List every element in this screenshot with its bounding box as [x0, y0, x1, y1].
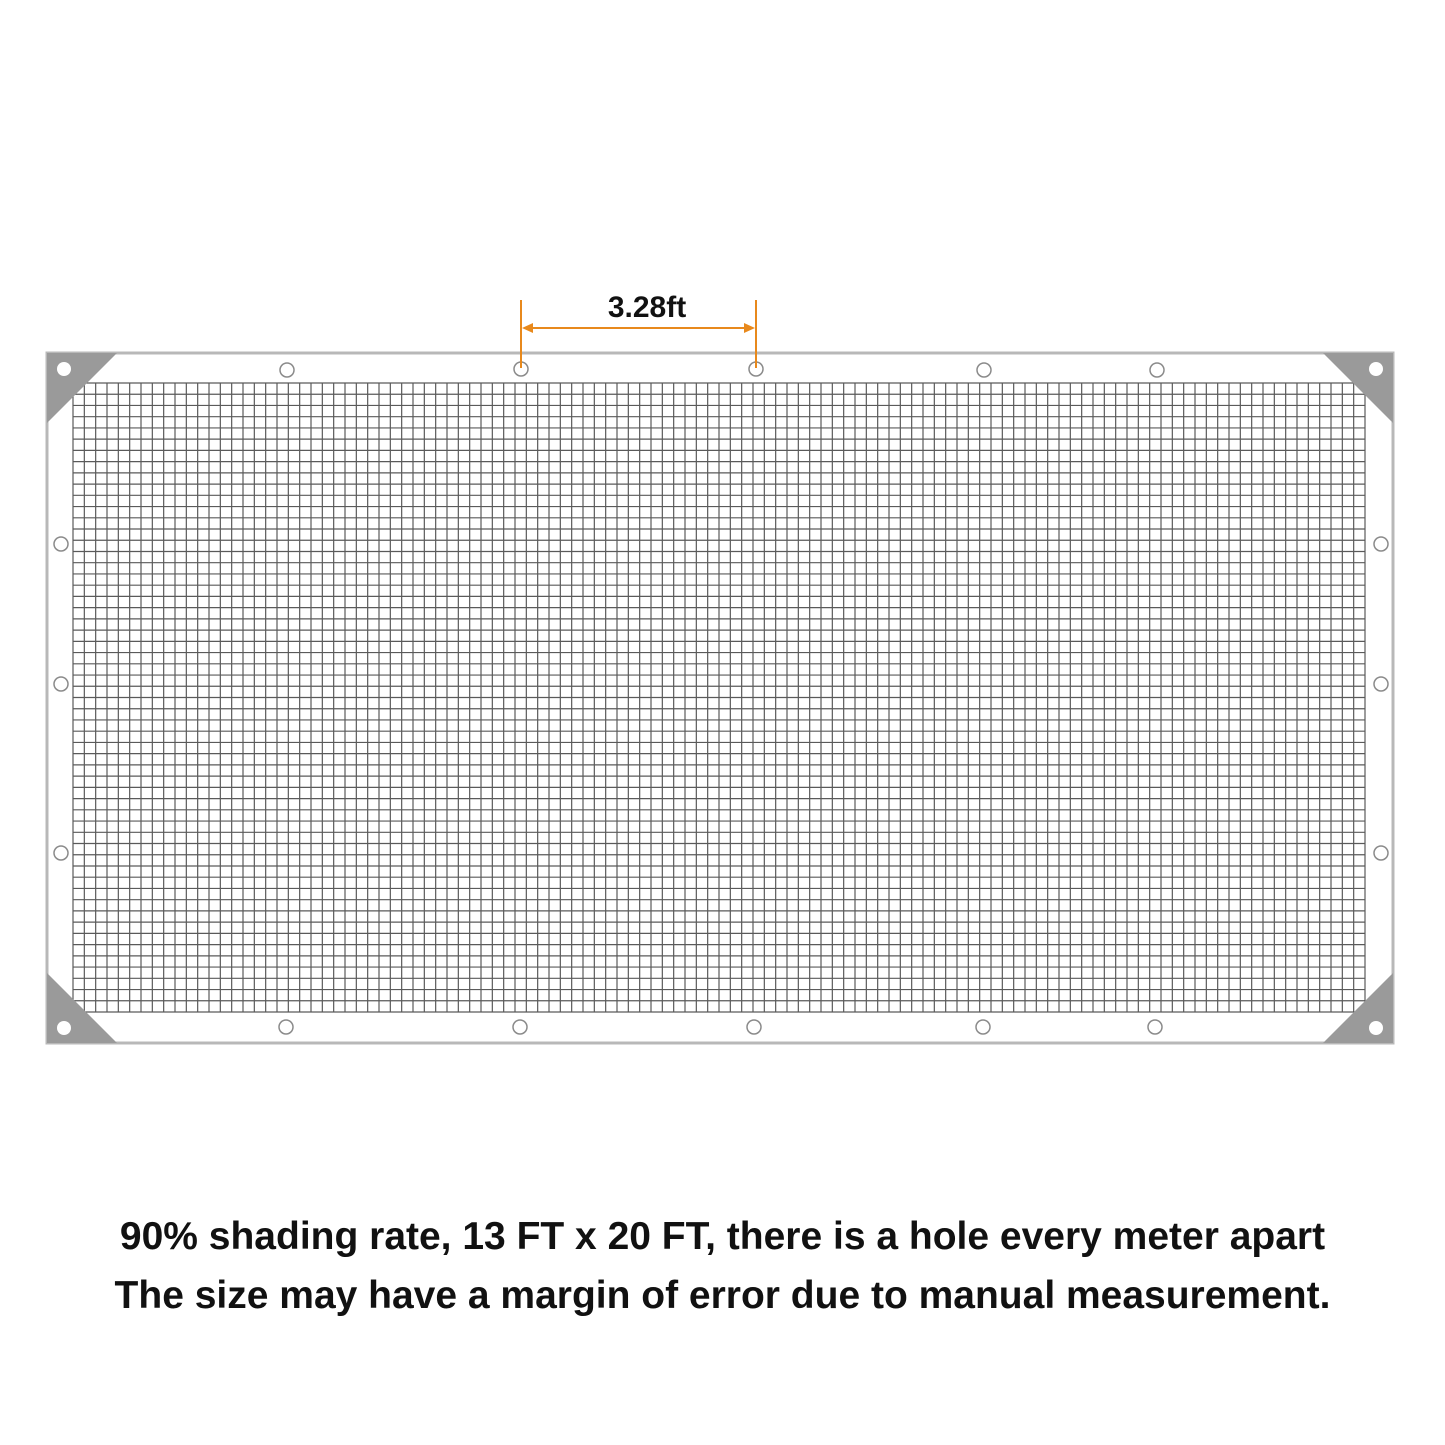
grommet-hole	[54, 846, 68, 860]
measurement-label: 3.28ft	[607, 291, 687, 324]
corner-grommet-bottom-right	[1369, 1021, 1383, 1035]
measurement-arrowhead-right	[744, 323, 755, 333]
corner-grommet-top-right	[1369, 362, 1383, 376]
caption-line-1: 90% shading rate, 13 FT x 20 FT, there is a hole every meter apart	[119, 1215, 1326, 1258]
grommet-hole	[976, 1020, 990, 1034]
grommet-hole	[513, 1020, 527, 1034]
grommet-hole	[54, 677, 68, 691]
grommet-hole	[1150, 363, 1164, 377]
grommet-hole	[1148, 1020, 1162, 1034]
corner-grommet-top-left	[57, 362, 71, 376]
grommet-hole	[1374, 677, 1388, 691]
grommet-hole	[279, 1020, 293, 1034]
grommet-hole	[280, 363, 294, 377]
measurement-arrowhead-left	[522, 323, 533, 333]
grommet-hole	[1374, 537, 1388, 551]
corner-grommet-bottom-left	[57, 1021, 71, 1035]
grommet-hole	[54, 537, 68, 551]
grommet-hole	[977, 363, 991, 377]
caption-line-2: The size may have a margin of error due to manual measurement.	[114, 1274, 1331, 1317]
grommet-hole	[747, 1020, 761, 1034]
grommet-hole	[1374, 846, 1388, 860]
